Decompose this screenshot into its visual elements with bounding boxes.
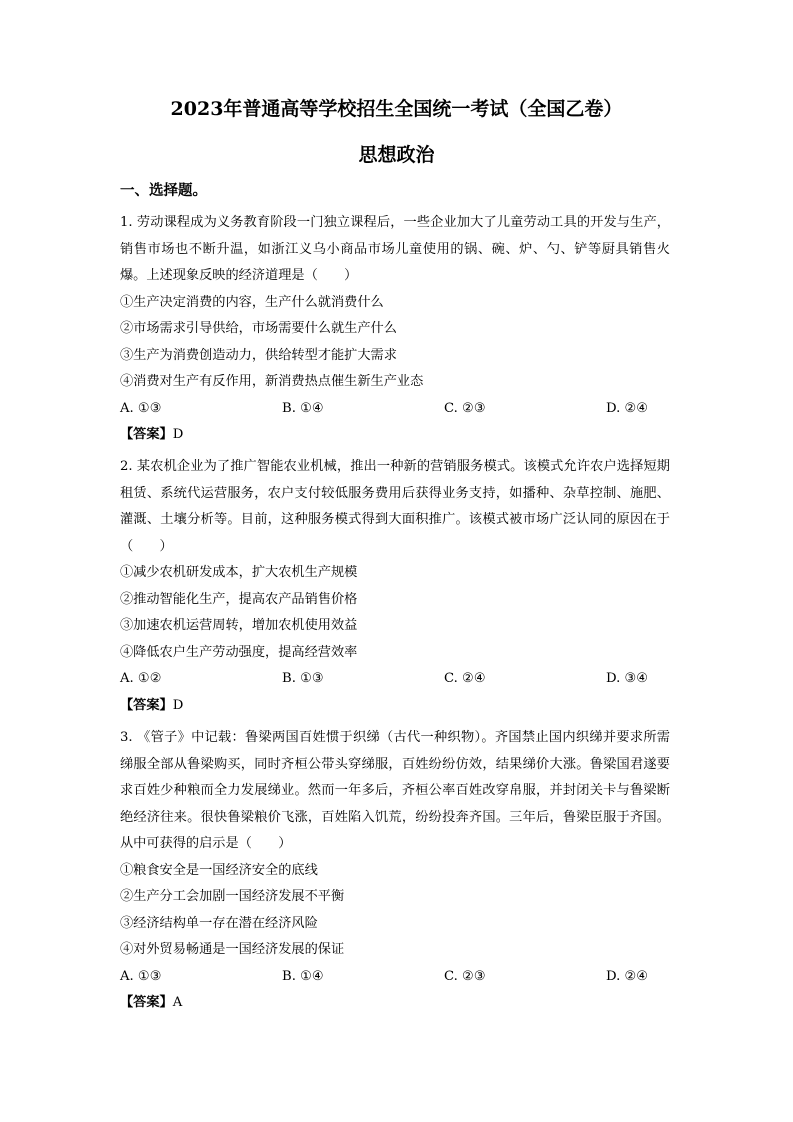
question-stem: 3. 《管子》中记载：鲁梁两国百姓惯于织绨（古代一种织物）。齐国禁止国内织绨并要求所需绨服全部从鲁梁购买，同时齐桓公带头穿绨服，百姓纷纷仿效，结果绨价大涨。鲁梁国君遂要求百姓少种粮而全力发展绨业。然而一年多后，齐桓公率百姓改穿帛服，并封闭关卡与鲁梁断绝经济往来。很快鲁梁粮价飞涨，百姓陷入饥荒，纷纷投奔齐国。三年后，鲁梁臣服于齐国。从中可获得的启示是（ ） [120, 730, 670, 851]
option-statement-3: ③生产为消费创造动力，供给转型才能扩大需求 [120, 347, 397, 363]
choice-a: A. ①③ [120, 400, 162, 416]
option-statement-1: ①粮食安全是一国经济安全的底线 [120, 862, 318, 878]
answer-choices [120, 964, 670, 991]
answer-label: 【答案】 [120, 697, 173, 713]
choice-d: D. ②④ [606, 400, 649, 416]
answer-value: D [172, 697, 184, 713]
section-heading: 一、选择题。 [120, 182, 207, 199]
option-statement-2: ②市场需求引导供给，市场需要什么就生产什么 [120, 321, 397, 336]
answer-value: D [172, 427, 184, 442]
option-statement-4: ④消费对生产有反作用，新消费热点催生新生产业态 [120, 374, 424, 389]
answer-choices [120, 396, 670, 423]
answer-line [120, 422, 670, 449]
choice-d: D. ③④ [606, 671, 649, 686]
option-statement-4: ④降低农户生产劳动强度，提高经营效率 [120, 644, 358, 660]
answer-label: 【答案】 [120, 427, 173, 442]
option-statement-4: ④对外贸易畅通是一国经济发展的保证 [120, 942, 345, 957]
question-2 [120, 454, 670, 719]
option-statement-3: ③加速农机运营周转，增加农机使用效益 [120, 618, 358, 633]
subject-title: 思想政治 [358, 144, 435, 166]
choice-a: A. ①② [120, 671, 162, 686]
option-statement-1: ①生产决定消费的内容，生产什么就消费什么 [120, 294, 384, 310]
choice-c: C. ②③ [444, 400, 486, 416]
question-stem: 2. 某农机企业为了推广智能农业机械，推出一种新的营销服务模式。该模式允许农户选择短期租赁、系统代运营服务，农户支付较低服务费用后获得业务支持，如播种、杂草控制、施肥、灌溉、土壤分析等。目前，这种服务模式得到大面积推广。该模式被市场广泛认同的原因在于（ ） [120, 459, 670, 554]
option-statement-2: ②生产分工会加剧一国经济发展不平衡 [120, 889, 345, 904]
choice-b: B. ①④ [282, 968, 324, 984]
question-1 [120, 210, 670, 449]
choice-b: B. ①④ [282, 400, 324, 416]
exam-title: 2023年普通高等学校招生全国统一考试（全国乙卷） [170, 98, 623, 120]
choice-c: C. ②③ [444, 968, 486, 984]
question-3 [120, 725, 670, 1017]
answer-value: A [172, 995, 183, 1010]
answer-line [120, 990, 670, 1017]
answer-choices [120, 666, 670, 693]
choice-d: D. ②④ [606, 968, 649, 984]
choice-c: C. ②④ [444, 671, 486, 686]
choice-a: A. ①③ [120, 968, 162, 984]
answer-label: 【答案】 [120, 995, 173, 1010]
option-statement-1: ①减少农机研发成本，扩大农机生产规模 [120, 565, 358, 580]
answer-line [120, 693, 670, 720]
option-statement-3: ③经济结构单一存在潜在经济风险 [120, 915, 318, 931]
option-statement-2: ②推动智能化生产，提高农产品销售价格 [120, 591, 358, 607]
choice-b: B. ①③ [282, 671, 324, 686]
question-stem: 1. 劳动课程成为义务教育阶段一门独立课程后，一些企业加大了儿童劳动工具的开发与生产，销售市场也不断升温，如浙江义乌小商品市场儿童使用的锅、碗、炉、勺、铲等厨具销售火爆。上述现象反映的经济道理是（ ） [120, 215, 670, 283]
